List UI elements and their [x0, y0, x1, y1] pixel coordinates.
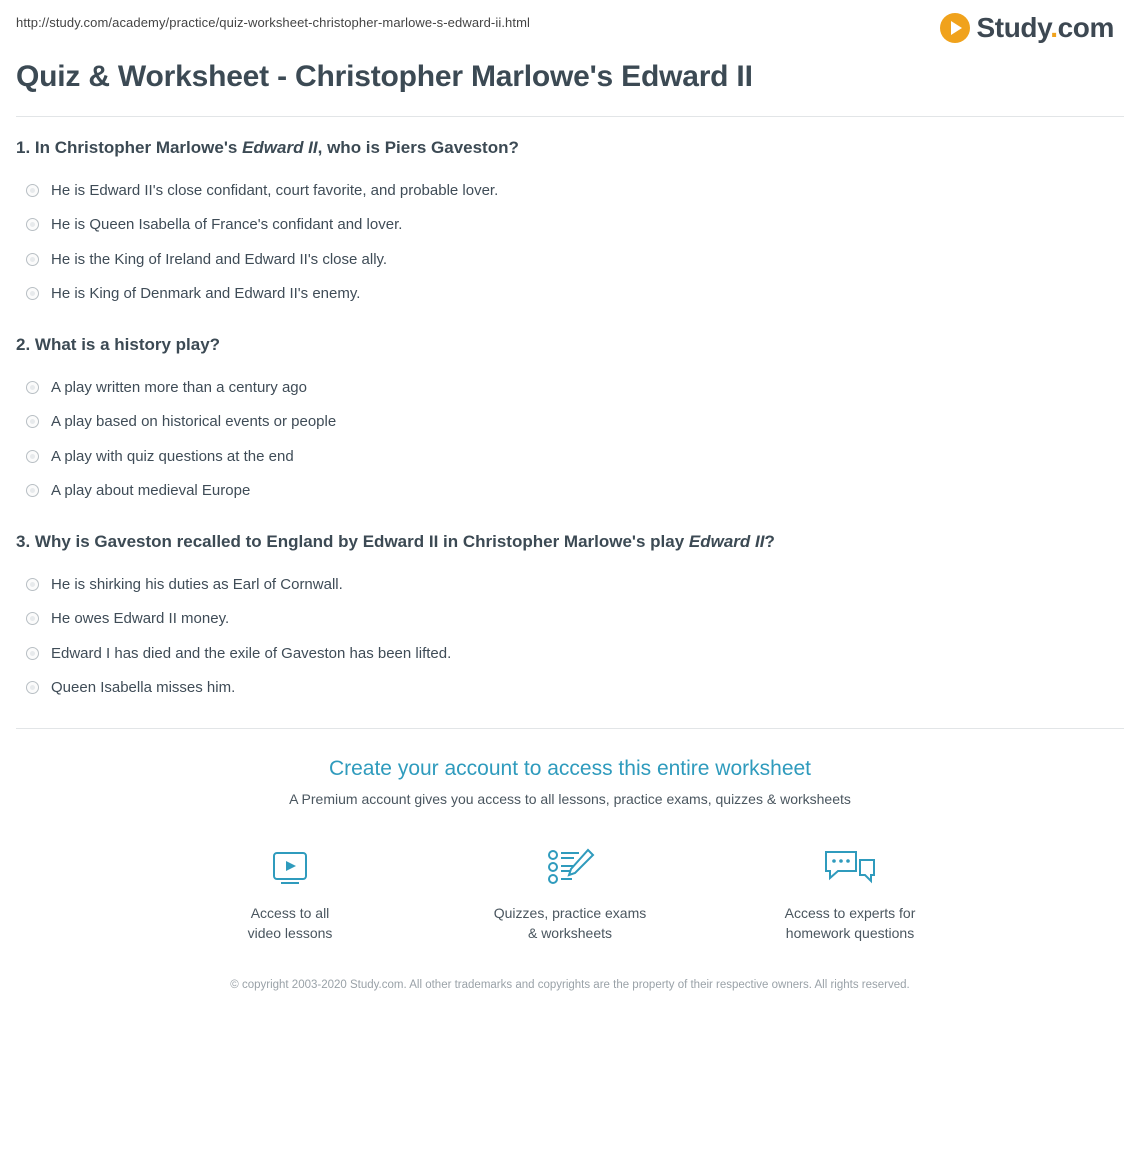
questions-list — [16, 117, 1124, 706]
chat-bubbles-icon — [770, 841, 930, 893]
answer-option[interactable] — [16, 440, 1124, 475]
browser-header — [16, 0, 1124, 46]
answer-options — [16, 568, 1124, 706]
answer-label: Edward I has died and the exile of Gaveston has been lifted. — [51, 644, 452, 662]
feature-label-line1: Quizzes, practice exams — [493, 904, 647, 921]
answer-option[interactable] — [16, 405, 1124, 440]
answer-label: A play with quiz questions at the end — [51, 447, 294, 465]
answer-label: He is Edward II's close confidant, court favorite, and probable lover. — [51, 181, 499, 199]
feature-label-line2: video lessons — [247, 925, 333, 942]
answer-label: A play based on historical events or people — [51, 413, 337, 431]
page-url: http://study.com/academy/practice/quiz-worksheet-christopher-marlowe-s-edward-ii.html — [16, 15, 530, 30]
quiz-checklist-icon — [490, 841, 650, 893]
radio-button-icon[interactable] — [26, 218, 39, 231]
question-item — [16, 334, 1124, 509]
video-lessons-icon — [210, 841, 370, 893]
radio-button-icon[interactable] — [26, 287, 39, 300]
question-prefix: What is a history play? — [34, 334, 221, 354]
answer-label: Queen Isabella misses him. — [51, 679, 236, 697]
radio-button-icon[interactable] — [26, 184, 39, 197]
feature-quizzes — [490, 841, 650, 944]
answer-option[interactable] — [16, 277, 1124, 312]
study-com-logo[interactable] — [940, 12, 1124, 44]
question-text — [16, 334, 1124, 357]
question-item — [16, 137, 1124, 312]
question-prefix: In Christopher Marlowe's — [34, 138, 243, 157]
answer-label: He is Queen Isabella of France's confidant and lover. — [51, 216, 403, 234]
answer-option[interactable] — [16, 602, 1124, 637]
page-title: Quiz & Worksheet - Christopher Marlowe's Edward II — [16, 60, 753, 93]
question-suffix: ? — [764, 531, 775, 551]
question-text — [16, 531, 1124, 554]
radio-button-icon[interactable] — [26, 381, 39, 394]
question-italic: Edward II — [242, 138, 318, 157]
radio-button-icon[interactable] — [26, 681, 39, 694]
logo-name: Study — [976, 12, 1051, 43]
radio-button-icon[interactable] — [26, 450, 39, 463]
answer-label: A play about medieval Europe — [51, 482, 251, 500]
play-button-icon — [940, 13, 970, 43]
question-number: 2. — [16, 334, 31, 354]
radio-button-icon[interactable] — [26, 484, 39, 497]
answer-option[interactable] — [16, 568, 1124, 603]
feature-video-lessons — [210, 841, 370, 944]
promo-features — [16, 807, 1124, 944]
logo-dot: . — [1050, 12, 1058, 43]
radio-button-icon[interactable] — [26, 647, 39, 660]
question-suffix: , who is Piers Gaveston? — [317, 138, 519, 157]
question-prefix: Why is Gaveston recalled to England by Edward II in Christopher Marlowe's play — [34, 531, 689, 551]
answer-label: A play written more than a century ago — [51, 378, 307, 396]
answer-option[interactable] — [16, 637, 1124, 672]
radio-button-icon[interactable] — [26, 612, 39, 625]
question-text — [16, 137, 1124, 160]
answer-label: He owes Edward II money. — [51, 610, 230, 628]
feature-label-line2: & worksheets — [527, 925, 613, 942]
answer-option[interactable] — [16, 208, 1124, 243]
feature-label-line1: Access to experts for — [784, 904, 916, 921]
feature-label-line2: homework questions — [785, 925, 915, 942]
copyright-text: © copyright 2003-2020 Study.com. All other trademarks and copyrights are the property of their respective owners. All rights reserved. — [230, 979, 910, 992]
promo-subhead: A Premium account gives you access to all lessons, practice exams, quizzes & worksheets — [289, 790, 851, 807]
promo-section — [16, 729, 1124, 995]
answer-label: He is shirking his duties as Earl of Cornwall. — [51, 575, 343, 593]
answer-options — [16, 174, 1124, 312]
answer-option[interactable] — [16, 371, 1124, 406]
answer-option[interactable] — [16, 474, 1124, 509]
question-number: 1. — [16, 138, 31, 157]
answer-option[interactable] — [16, 243, 1124, 278]
question-item — [16, 531, 1124, 706]
feature-label-line1: Access to all — [250, 904, 330, 921]
promo-headline-link[interactable]: Create your account to access this entire worksheet — [328, 756, 812, 780]
question-italic: Edward II — [688, 531, 765, 551]
answer-options — [16, 371, 1124, 509]
answer-label: He is King of Denmark and Edward II's enemy. — [51, 285, 361, 303]
radio-button-icon[interactable] — [26, 415, 39, 428]
logo-wordmark — [977, 12, 1114, 44]
logo-tld: com — [1057, 12, 1114, 43]
question-number: 3. — [16, 531, 31, 551]
radio-button-icon[interactable] — [26, 253, 39, 266]
answer-option[interactable] — [16, 671, 1124, 706]
radio-button-icon[interactable] — [26, 578, 39, 591]
answer-label: He is the King of Ireland and Edward II's close ally. — [51, 250, 388, 268]
feature-experts — [770, 841, 930, 944]
answer-option[interactable] — [16, 174, 1124, 209]
